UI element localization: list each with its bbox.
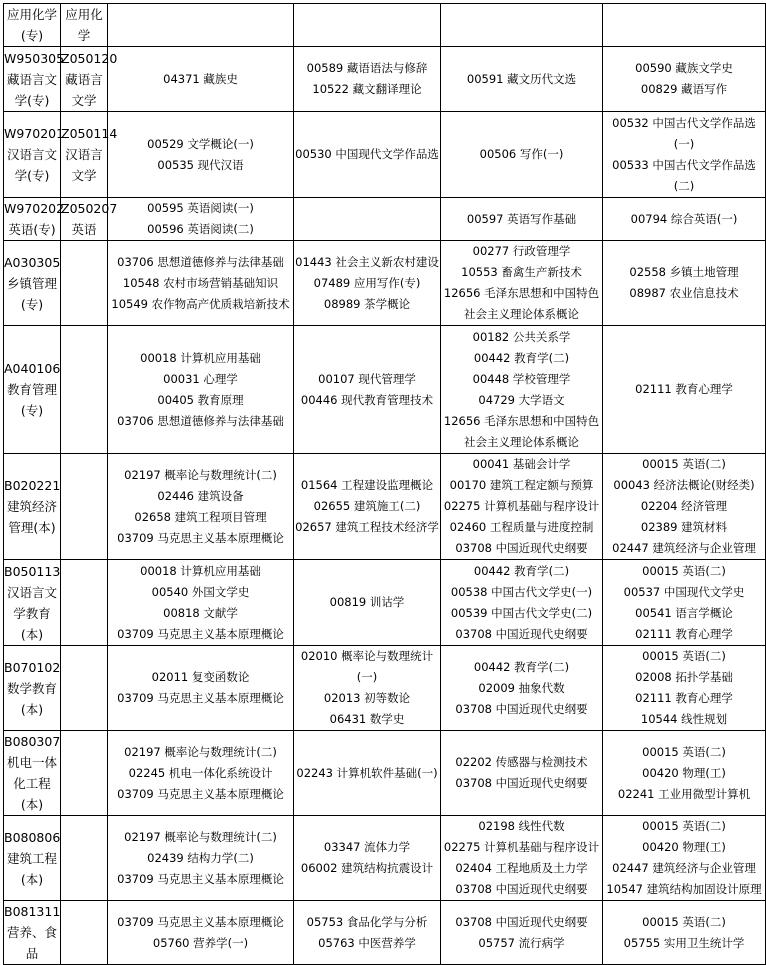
cell-line: Z050114 — [61, 126, 118, 141]
cell-line: 06431 数学史 — [329, 712, 405, 726]
course-cell-1 — [108, 646, 294, 731]
course-cell-1 — [108, 326, 294, 454]
cell-line: 化工程 — [13, 776, 51, 791]
course-cell-1 — [108, 454, 294, 560]
cell-line: 06002 建筑结构抗震设计 — [300, 861, 434, 875]
cell-line: W950305 — [4, 50, 65, 66]
cell-line: 00442 教育学(二) — [473, 659, 570, 674]
cell-line: 02008 拓扑学基础 — [635, 670, 733, 684]
cell-line: 03706 思想道德修养与法律基础 — [117, 254, 284, 269]
program-code-cell — [61, 326, 108, 454]
cell-line: 01443 社会主义新农村建设 — [295, 254, 439, 269]
table-row — [4, 816, 766, 901]
cell-line: B070102 — [4, 659, 61, 675]
cell-line: 02202 传感器与检测技术 — [455, 755, 588, 769]
cell-line: 乡镇管理 — [6, 275, 57, 291]
cell-line: 02011 复变函数论 — [151, 670, 250, 684]
cell-line: 00595 英语阅读(一) — [147, 201, 254, 215]
cell-line: 03708 中国近现代史纲要 — [455, 882, 588, 896]
cell-line: (专) — [20, 28, 44, 43]
major-name-cell — [4, 47, 65, 112]
cell-line: 00591 藏文历代文选 — [466, 71, 577, 86]
course-cell-4 — [603, 454, 766, 560]
cell-line: 02447 建筑经济与企业管理 — [612, 541, 756, 555]
cell-line: W970202 — [4, 201, 65, 216]
course-cell-2 — [294, 198, 441, 241]
program-code-cell — [61, 731, 108, 816]
cell-line: (二) — [673, 178, 695, 193]
cell-line: 02447 建筑经济与企业管理 — [612, 861, 756, 875]
cell-line: 02111 教育心理学 — [635, 691, 733, 705]
major-name-cell — [4, 4, 61, 47]
major-name-cell — [4, 198, 65, 241]
cell-line: 营养、食品 — [6, 925, 57, 961]
course-cell-1 — [108, 241, 294, 326]
major-name-cell — [4, 241, 61, 326]
course-cell-2 — [294, 47, 441, 112]
cell-line: 02009 抽象代数 — [478, 680, 565, 695]
major-name-cell — [4, 454, 61, 560]
course-cell-2 — [294, 4, 441, 47]
cell-line: 03347 流体力学 — [323, 840, 411, 854]
cell-line: 03709 马克思主义基本原理概论 — [117, 871, 284, 886]
cell-line: 02245 机电一体化系统设计 — [128, 765, 273, 780]
cell-line: 藏语言 — [65, 71, 103, 87]
course-cell-2 — [294, 901, 441, 965]
course-cell-3 — [441, 454, 603, 560]
course-cell-4 — [603, 4, 766, 47]
cell-line: 00818 文献学 — [163, 605, 238, 620]
cell-line: 02010 概率论与数理统计 — [300, 649, 434, 663]
program-code-cell — [61, 47, 118, 112]
course-cell-3 — [441, 4, 603, 47]
cell-line: 02558 乡镇土地管理 — [629, 265, 739, 279]
program-code-cell — [61, 241, 108, 326]
major-name-cell — [4, 646, 61, 731]
cell-line: 00529 文学概论(一) — [147, 136, 254, 151]
cell-line: 汉语言文 — [6, 584, 57, 600]
cell-line: B081311 — [4, 904, 61, 919]
cell-line: 应用化学 — [6, 7, 57, 22]
course-cell-4 — [603, 47, 766, 112]
cell-line: 社会主义理论体系概论 — [464, 434, 579, 449]
course-cell-4 — [603, 731, 766, 816]
cell-line: (一) — [673, 136, 695, 151]
cell-line: 00041 基础会计学 — [472, 457, 571, 471]
course-cell-2 — [294, 112, 441, 198]
cell-line: 00794 综合英语(一) — [630, 211, 738, 226]
cell-line: 文学 — [71, 92, 97, 108]
cell-line: A030305 — [4, 254, 61, 270]
major-name-cell — [4, 731, 61, 816]
cell-line: 00015 英语(二) — [642, 457, 726, 471]
course-cell-1 — [108, 560, 294, 646]
program-code-cell — [61, 816, 108, 901]
program-code-cell — [61, 646, 108, 731]
course-cell-3 — [441, 560, 603, 646]
cell-line: 05763 中医营养学 — [318, 935, 416, 950]
cell-line: B020221 — [4, 478, 61, 493]
cell-line: 10522 藏文翻译理论 — [312, 82, 422, 96]
cell-line: 00535 现代汉语 — [157, 157, 244, 172]
cell-line: 00446 现代教育管理技术 — [300, 392, 434, 407]
cell-line: 00015 英语(二) — [642, 819, 726, 833]
cell-line: 00182 公共关系学 — [472, 329, 571, 344]
course-cell-1 — [108, 816, 294, 901]
cell-line: 00539 中国古代文学史(二) — [450, 605, 593, 620]
cell-line: 02111 教育心理学 — [635, 382, 733, 396]
cell-line: 00420 物理(工) — [642, 765, 726, 780]
table-row — [4, 241, 766, 326]
cell-line: 应用化 — [65, 7, 103, 22]
cell-line: 02389 建筑材料 — [640, 520, 728, 534]
course-cell-4 — [603, 198, 766, 241]
table-row — [4, 326, 766, 454]
cell-line: 02404 工程地质及土力学 — [455, 861, 588, 875]
course-cell-1 — [108, 4, 294, 47]
cell-line: 02013 初等数论 — [323, 691, 411, 705]
cell-line: 03706 思想道德修养与法律基础 — [117, 413, 284, 428]
table-row — [4, 901, 766, 965]
course-cell-4 — [603, 112, 766, 198]
course-cell-3 — [441, 816, 603, 901]
course-cell-3 — [441, 731, 603, 816]
course-cell-3 — [441, 901, 603, 965]
cell-line: (本) — [20, 871, 44, 887]
cell-line: 03708 中国近现代史纲要 — [455, 914, 588, 929]
program-code-cell — [61, 560, 108, 646]
cell-line: B080806 — [4, 829, 61, 845]
course-cell-4 — [603, 326, 766, 454]
exam-schedule-table — [3, 3, 766, 965]
cell-line: 00170 建筑工程定额与预算 — [449, 478, 594, 492]
cell-line: B050113 — [4, 563, 61, 579]
cell-line: 03709 马克思主义基本原理概论 — [117, 530, 284, 545]
cell-line: 管理(本) — [8, 520, 56, 535]
cell-line: 00015 英语(二) — [642, 914, 726, 929]
cell-line: 学教育 — [13, 605, 51, 621]
cell-line: 00541 语言学概论 — [635, 605, 733, 620]
cell-line: 英语(专) — [8, 222, 56, 237]
cell-line: 00107 现代管理学 — [318, 371, 416, 386]
cell-line: 00448 学校管理学 — [472, 371, 571, 386]
table-row — [4, 454, 766, 560]
course-cell-2 — [294, 560, 441, 646]
major-name-cell — [4, 560, 61, 646]
cell-line: 00532 中国古代文学作品选 — [612, 115, 756, 130]
course-cell-4 — [603, 901, 766, 965]
cell-line: 02275 计算机基础与程序设计 — [443, 840, 600, 854]
cell-line: 03708 中国近现代史纲要 — [455, 541, 588, 555]
cell-line: A040106 — [4, 361, 61, 376]
cell-line: 00442 教育学(二) — [473, 563, 570, 578]
cell-line: 00533 中国古代文学作品选 — [612, 157, 756, 172]
cell-line: 00405 教育原理 — [157, 392, 244, 407]
cell-line: W970201 — [4, 126, 65, 141]
cell-line: 建筑工程 — [6, 850, 57, 866]
program-code-cell — [61, 454, 108, 560]
cell-line: 00589 藏语语法与修辞 — [306, 61, 428, 75]
course-cell-4 — [603, 560, 766, 646]
cell-line: 07489 应用写作(专) — [313, 275, 421, 290]
course-cell-1 — [108, 731, 294, 816]
course-cell-2 — [294, 816, 441, 901]
course-cell-1 — [108, 198, 294, 241]
cell-line: 04729 大学语文 — [478, 392, 565, 407]
cell-line: 00015 英语(二) — [642, 649, 726, 663]
cell-line: 03709 马克思主义基本原理概论 — [117, 691, 284, 705]
cell-line: (本) — [20, 626, 44, 642]
cell-line: 08989 茶学概论 — [323, 296, 411, 311]
cell-line: 汉语言文 — [6, 147, 57, 162]
cell-line: 02655 建筑施工(二) — [313, 499, 421, 513]
table-row — [4, 47, 766, 112]
cell-line: 社会主义理论体系概论 — [464, 307, 579, 321]
cell-line: 12656 毛泽东思想和中国特色 — [443, 286, 600, 300]
table-row — [4, 112, 766, 198]
cell-line: 05760 营养学(一) — [152, 935, 249, 950]
cell-line: 02658 建筑工程项目管理 — [134, 509, 267, 524]
cell-line: 02446 建筑设备 — [157, 488, 244, 503]
course-cell-3 — [441, 326, 603, 454]
course-cell-2 — [294, 326, 441, 454]
cell-line: 03708 中国近现代史纲要 — [455, 626, 588, 641]
cell-line: 05753 食品化学与分析 — [306, 914, 428, 929]
cell-line: 00018 计算机应用基础 — [140, 563, 261, 578]
course-cell-3 — [441, 47, 603, 112]
cell-line: 05757 流行病学 — [478, 935, 565, 950]
cell-line: 00538 中国古代文学史(一) — [450, 584, 593, 599]
cell-line: 03708 中国近现代史纲要 — [455, 776, 588, 790]
cell-line: 01564 工程建设监理概论 — [300, 478, 434, 492]
cell-line: 文学 — [71, 168, 97, 183]
cell-line: 02275 计算机基础与程序设计 — [443, 499, 600, 513]
cell-line: 03709 马克思主义基本原理概论 — [117, 786, 284, 801]
table-row — [4, 198, 766, 241]
cell-line: 00819 训诂学 — [329, 595, 405, 609]
cell-line: 数学教育 — [6, 680, 57, 696]
cell-line: Z050120 — [61, 50, 118, 66]
major-name-cell — [4, 326, 61, 454]
cell-line: 10544 线性规划 — [640, 712, 728, 726]
cell-line: 00043 经济法概论(财经类) — [613, 478, 755, 492]
cell-line: 学(专) — [14, 168, 50, 183]
cell-line: 00540 外国文学史 — [151, 584, 250, 599]
cell-line: 03708 中国近现代史纲要 — [455, 701, 588, 716]
program-code-cell — [61, 4, 108, 47]
cell-line: 00537 中国现代文学史 — [623, 584, 745, 599]
cell-line: 05755 实用卫生统计学 — [623, 935, 745, 950]
program-code-cell — [61, 198, 118, 241]
course-cell-2 — [294, 731, 441, 816]
cell-line: 00530 中国现代文学作品选 — [295, 147, 439, 161]
program-code-cell — [61, 901, 108, 965]
cell-line: 汉语言 — [65, 147, 103, 162]
course-cell-4 — [603, 816, 766, 901]
table-row — [4, 731, 766, 816]
cell-line: 02197 概率论与数理统计(二) — [124, 829, 277, 844]
major-name-cell — [4, 112, 65, 198]
table-row — [4, 560, 766, 646]
cell-line: 03709 马克思主义基本原理概论 — [117, 914, 284, 929]
cell-line: 学 — [77, 28, 91, 43]
cell-line: 02197 概率论与数理统计(二) — [124, 467, 277, 482]
cell-line: 00420 物理(工) — [642, 840, 726, 854]
cell-line: 10547 建筑结构加固设计原理 — [606, 882, 762, 896]
cell-line: 02241 工业用微型计算机 — [617, 786, 751, 801]
cell-line: 00018 计算机应用基础 — [140, 350, 261, 365]
cell-line: 02243 计算机软件基础(一) — [296, 765, 438, 780]
cell-line: 02198 线性代数 — [478, 819, 565, 833]
cell-line: 00597 英语写作基础 — [466, 211, 577, 226]
cell-line: 10553 畜禽生产新技术 — [461, 265, 582, 279]
cell-line: 00277 行政管理学 — [472, 244, 571, 258]
cell-line: 08987 农业信息技术 — [629, 286, 739, 300]
cell-line: 02460 工程质量与进度控制 — [449, 520, 594, 534]
program-code-cell — [61, 112, 118, 198]
cell-line: 10549 农作物高产优质栽培新技术 — [111, 296, 290, 311]
course-cell-2 — [294, 646, 441, 731]
cell-line: 英语 — [71, 222, 97, 237]
cell-line: 00031 心理学 — [163, 371, 238, 386]
course-cell-3 — [441, 241, 603, 326]
cell-line: 00829 藏语写作 — [640, 82, 728, 96]
course-cell-1 — [108, 901, 294, 965]
course-cell-2 — [294, 454, 441, 560]
course-cell-1 — [108, 47, 294, 112]
cell-line: 藏语言文 — [6, 71, 57, 87]
cell-line: 教育管理 — [6, 382, 57, 397]
table-row — [4, 646, 766, 731]
cell-line: 10548 农村市场营销基础知识 — [122, 275, 279, 290]
cell-line: (本) — [20, 701, 44, 717]
cell-line: 机电一体 — [6, 755, 57, 770]
course-cell-3 — [441, 112, 603, 198]
cell-line: 00015 英语(二) — [642, 563, 726, 578]
cell-line: 00506 写作(一) — [479, 147, 564, 161]
cell-line: 00442 教育学(二) — [473, 350, 570, 365]
cell-line: 02439 结构力学(二) — [147, 850, 254, 865]
course-cell-1 — [108, 112, 294, 198]
cell-line: 00596 英语阅读(二) — [147, 222, 254, 236]
cell-line: (专) — [20, 403, 44, 418]
course-cell-3 — [441, 646, 603, 731]
course-cell-4 — [603, 646, 766, 731]
course-cell-3 — [441, 198, 603, 241]
cell-line: 02111 教育心理学 — [635, 626, 733, 641]
cell-line: B080307 — [4, 734, 61, 749]
cell-line: Z050207 — [61, 201, 118, 216]
cell-line: 02204 经济管理 — [640, 499, 728, 513]
cell-line: 建筑经济 — [6, 499, 57, 514]
cell-line: 00015 英语(二) — [642, 744, 726, 759]
course-cell-2 — [294, 241, 441, 326]
cell-line: 04371 藏族史 — [163, 71, 238, 86]
table-row — [4, 4, 766, 47]
cell-line: 02197 概率论与数理统计(二) — [124, 744, 277, 759]
cell-line: (本) — [20, 797, 44, 812]
cell-line: (专) — [20, 296, 44, 312]
cell-line: 12656 毛泽东思想和中国特色 — [443, 413, 600, 428]
cell-line: (一) — [356, 670, 378, 684]
course-cell-4 — [603, 241, 766, 326]
cell-line: 学(专) — [14, 92, 50, 108]
cell-line: 00590 藏族文学史 — [635, 61, 733, 75]
cell-line: 03709 马克思主义基本原理概论 — [117, 626, 284, 641]
cell-line: 02657 建筑工程技术经济学 — [295, 520, 439, 534]
major-name-cell — [4, 901, 61, 965]
major-name-cell — [4, 816, 61, 901]
